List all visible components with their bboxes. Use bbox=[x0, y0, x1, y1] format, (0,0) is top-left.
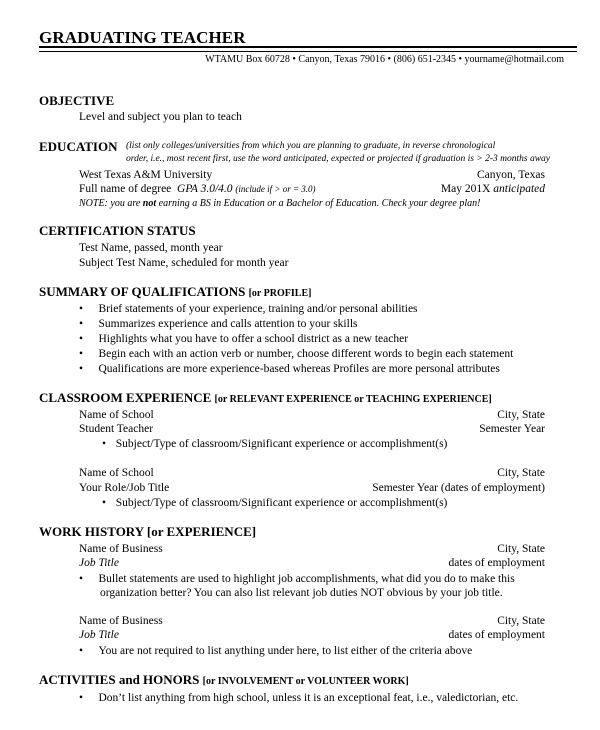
work-entry-2-date: dates of employment bbox=[448, 629, 545, 641]
work-entry-2-bullet-text: You are not required to list anything under here, to list either of the criteria above bbox=[98, 645, 473, 657]
summary-heading-text: SUMMARY OF QUALIFICATIONS bbox=[39, 284, 246, 299]
education-degree: Full name of degree bbox=[79, 183, 172, 195]
work-entry-1-bullet-line2: organization better? You can also list relevant job duties NOT obvious by your job title. bbox=[100, 587, 503, 599]
activities-heading-suffix: [or INVOLVEMENT or VOLUNTEER WORK] bbox=[202, 676, 409, 687]
contact-line: WTAMU Box 60728 • Canyon, Texas 79016 • (806) 651-2345 • yourname@hotmail.com bbox=[205, 54, 564, 65]
classroom-entry-1-role: Student Teacher bbox=[79, 423, 154, 435]
work-entry-2-place: City, State bbox=[497, 615, 545, 627]
classroom-heading bbox=[39, 390, 492, 406]
summary-bullet-text: Qualifications are more experience-based whereas Profiles are more personal attributes bbox=[98, 363, 500, 375]
classroom-entry-1-bullet-text: Subject/Type of classroom/Significant experience or accomplishment(s) bbox=[115, 438, 448, 450]
education-date-line bbox=[441, 183, 545, 195]
work-entry-2-name: Name of Business bbox=[79, 615, 163, 627]
classroom-entry-2-role: Your Role/Job Title bbox=[79, 482, 170, 494]
summary-bullet: • Begin each with an action verb or number, choose different words to begin each statement bbox=[79, 348, 514, 360]
work-entry-1-place: City, State bbox=[497, 543, 545, 555]
classroom-heading-text: CLASSROOM EXPERIENCE bbox=[39, 390, 212, 405]
summary-heading-suffix: [or PROFILE] bbox=[248, 288, 312, 299]
education-heading: EDUCATION bbox=[39, 139, 118, 154]
summary-bullet-text: Brief statements of your experience, training and/or personal abilities bbox=[98, 303, 418, 315]
header-rule-thin bbox=[39, 51, 577, 52]
education-gpa: GPA 3.0/4.0 bbox=[177, 183, 233, 195]
classroom-heading-suffix: [or RELEVANT EXPERIENCE or TEACHING EXPERIENCE] bbox=[214, 394, 492, 405]
summary-bullet: • Summarizes experience and calls attention to your skills bbox=[79, 318, 358, 330]
objective-heading: OBJECTIVE bbox=[39, 93, 115, 108]
education-degree-line bbox=[79, 183, 316, 195]
education-date-note: anticipated bbox=[493, 183, 545, 195]
certification-line2: Subject Test Name, scheduled for month year bbox=[79, 257, 289, 269]
work-entry-1-bullet: • Bullet statements are used to highlight job accomplishments, what did you do to make this bbox=[79, 573, 515, 585]
work-entry-1-bullet-line1: Bullet statements are used to highlight job accomplishments, what did you do to make this bbox=[98, 573, 515, 585]
classroom-entry-2-bullet: • Subject/Type of classroom/Significant experience or accomplishment(s) bbox=[102, 497, 448, 509]
classroom-entry-1-name: Name of School bbox=[79, 409, 154, 421]
activities-heading bbox=[39, 672, 409, 688]
resume-title: GRADUATING TEACHER bbox=[39, 28, 246, 47]
certification-line1: Test Name, passed, month year bbox=[79, 242, 223, 254]
education-note-line1: (list only colleges/universities from which you are planning to graduate, in reverse chronological bbox=[126, 141, 496, 151]
objective-text: Level and subject you plan to teach bbox=[79, 111, 242, 123]
classroom-entry-1-place: City, State bbox=[497, 409, 545, 421]
summary-bullet: • Qualifications are more experience-based whereas Profiles are more personal attributes bbox=[79, 363, 500, 375]
classroom-entry-1-bullet: • Subject/Type of classroom/Significant experience or accomplishment(s) bbox=[102, 438, 448, 450]
activities-bullet-text: Don’t list anything from high school, unless it is an exceptional feat, i.e., valedictorian, etc. bbox=[98, 692, 519, 704]
summary-bullet-text: Highlights what you have to offer a school district as a new teacher bbox=[98, 333, 409, 345]
work-heading: WORK HISTORY [or EXPERIENCE] bbox=[39, 524, 257, 539]
education-note-line2: order, i.e., most recent first, use the word anticipated, expected or projected if graduation is > 2-3 months away bbox=[126, 154, 551, 164]
classroom-entry-2-name: Name of School bbox=[79, 467, 154, 479]
certification-heading: CERTIFICATION STATUS bbox=[39, 223, 196, 238]
summary-bullet-text: Summarizes experience and calls attention to your skills bbox=[98, 318, 358, 330]
education-note-prefix: NOTE: you are bbox=[79, 198, 143, 209]
summary-bullet-text: Begin each with an action verb or number, choose different words to begin each statement bbox=[98, 348, 514, 360]
education-gpa-note: (include if > or = 3.0) bbox=[235, 184, 316, 194]
work-entry-2-role: Job Title bbox=[79, 629, 119, 641]
work-entry-1-date: dates of employment bbox=[448, 557, 545, 569]
activities-bullet: • Don’t list anything from high school, unless it is an exceptional feat, i.e., valedictorian, etc. bbox=[79, 692, 519, 704]
header-rule-thick bbox=[39, 46, 577, 48]
work-entry-2-bullet: • You are not required to list anything under here, to list either of the criteria above bbox=[79, 645, 473, 657]
classroom-entry-1-date: Semester Year bbox=[479, 423, 545, 435]
summary-bullet: • Brief statements of your experience, training and/or personal abilities bbox=[79, 303, 418, 315]
work-entry-1-name: Name of Business bbox=[79, 543, 163, 555]
activities-heading-text: ACTIVITIES and HONORS bbox=[39, 672, 200, 687]
classroom-entry-2-bullet-text: Subject/Type of classroom/Significant experience or accomplishment(s) bbox=[115, 497, 448, 509]
education-note bbox=[79, 198, 480, 209]
classroom-entry-2-date: Semester Year (dates of employment) bbox=[372, 482, 545, 494]
education-school: West Texas A&M University bbox=[79, 169, 213, 181]
summary-heading bbox=[39, 284, 311, 300]
education-note-not: not bbox=[142, 198, 157, 209]
education-note-suffix: earning a BS in Education or a Bachelor of Education. Check your degree plan! bbox=[156, 198, 481, 209]
summary-bullet: • Highlights what you have to offer a school district as a new teacher bbox=[79, 333, 409, 345]
education-date: May 201X bbox=[440, 183, 491, 195]
education-location: Canyon, Texas bbox=[477, 169, 545, 181]
work-entry-1-role: Job Title bbox=[79, 557, 119, 569]
classroom-entry-2-place: City, State bbox=[497, 467, 545, 479]
